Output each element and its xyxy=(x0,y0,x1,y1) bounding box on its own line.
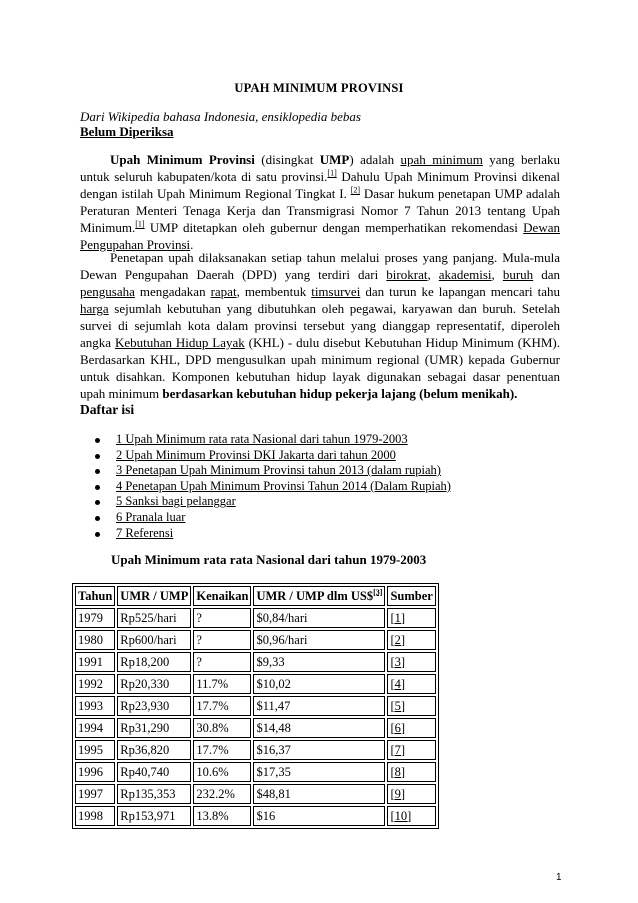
table-cell: $10,02 xyxy=(253,674,385,694)
footnote-ref[interactable]: [2] xyxy=(350,185,360,195)
table-cell: 1995 xyxy=(75,740,115,760)
table-cell: Rp20,330 xyxy=(117,674,191,694)
footnote-ref[interactable]: [3] xyxy=(373,587,383,597)
term-ump: Upah Minimum Provinsi xyxy=(110,152,255,167)
table-cell: $14,48 xyxy=(253,718,385,738)
table-cell: 11.7% xyxy=(193,674,251,694)
table-cell: $16 xyxy=(253,806,385,826)
link-akademisi[interactable]: akademisi xyxy=(438,267,492,282)
table-cell: 1994 xyxy=(75,718,115,738)
page-title: UPAH MINIMUM PROVINSI xyxy=(234,81,404,95)
table-row xyxy=(75,630,436,650)
table-cell: $0,96/hari xyxy=(253,630,385,650)
toc-heading: Daftar isi xyxy=(80,402,135,417)
source-link[interactable]: [5] xyxy=(387,696,435,716)
link-harga[interactable]: harga xyxy=(80,301,109,316)
link-timsurvei[interactable]: timsurvei xyxy=(311,284,361,299)
table-cell: $48,81 xyxy=(253,784,385,804)
footnote-ref[interactable]: [1] xyxy=(327,168,337,178)
col-header: Sumber xyxy=(387,586,435,606)
table-cell: Rp40,740 xyxy=(117,762,191,782)
table-cell: 17.7% xyxy=(193,740,251,760)
source-link[interactable]: [2] xyxy=(387,630,435,650)
col-header: Kenaikan xyxy=(193,586,251,606)
link-upah-minimum[interactable]: upah minimum xyxy=(400,152,483,167)
table-cell: $0,84/hari xyxy=(253,608,385,628)
table-cell: Rp36,820 xyxy=(117,740,191,760)
table-row xyxy=(75,608,436,628)
source-link[interactable]: [6] xyxy=(387,718,435,738)
source-link[interactable]: [7] xyxy=(387,740,435,760)
table-cell: ? xyxy=(193,630,251,650)
table-row xyxy=(75,718,436,738)
table-cell: 1998 xyxy=(75,806,115,826)
link-dewan-pengupahan[interactable]: Dewan Pengupahan Provinsi xyxy=(80,220,560,252)
table-cell: 1993 xyxy=(75,696,115,716)
link-birokrat[interactable]: birokrat xyxy=(386,267,428,282)
table-cell: $11,47 xyxy=(253,696,385,716)
table-cell: 13.8% xyxy=(193,806,251,826)
page-number: 1 xyxy=(556,872,562,883)
table-row xyxy=(75,740,436,760)
link-pengusaha[interactable]: pengusaha xyxy=(80,284,135,299)
table-cell: 1996 xyxy=(75,762,115,782)
table-cell: Rp600/hari xyxy=(117,630,191,650)
table-row xyxy=(75,762,436,782)
table-cell: 30.8% xyxy=(193,718,251,738)
bold-conclusion: berdasarkan kebutuhan hidup pekerja lajang (belum menikah). xyxy=(162,386,518,401)
col-header: UMR / UMP dlm US$[3] xyxy=(253,586,385,606)
link-buruh[interactable]: buruh xyxy=(502,267,534,282)
col-header: UMR / UMP xyxy=(117,586,191,606)
source-link[interactable]: [9] xyxy=(387,784,435,804)
source-link[interactable]: [3] xyxy=(387,652,435,672)
table-cell: ? xyxy=(193,608,251,628)
table-cell: Rp153,971 xyxy=(117,806,191,826)
toc-item[interactable]: 2 Upah Minimum Provinsi DKI Jakarta dari tahun 2000 xyxy=(80,448,451,464)
table-cell: Rp18,200 xyxy=(117,652,191,672)
table-cell: $16,37 xyxy=(253,740,385,760)
wage-table xyxy=(72,583,439,829)
table-cell: ? xyxy=(193,652,251,672)
process-paragraph: Penetapan upah dilaksanakan setiap tahun melalui proses yang panjang. Mula-mula Dewan Pengupahan Daerah (DPD) yang terdiri dari birokrat, akademisi, buruh dan pengusaha mengadakan rapat, membentuk timsurvei dan turun ke lapangan mencari tahu harga sejumlah kebutuhan yang dibutuhkan oleh pegawai, karyawan dan buruh. Setelah survei di sejumlah kota dalam provinsi tersebut yang dianggap representatif, diperoleh angka Kebutuhan Hidup Layak (KHL) - dulu disebut Kebutuhan Hidup Minimum (KHM). Berdasarkan KHL, DPD mengusulkan upah minimum regional (UMR) kepada Gubernur untuk disahkan. Komponen kebutuhan hidup layak digunakan sebagai dasar penentuan upah minimum berdasarkan kebutuhan hidup pekerja lajang (belum menikah). xyxy=(80,250,561,401)
toc-item[interactable]: 4 Penetapan Upah Minimum Provinsi Tahun 2014 (Dalam Rupiah) xyxy=(80,479,451,495)
review-status-link[interactable]: Belum Diperiksa xyxy=(80,124,174,139)
table-cell: Rp525/hari xyxy=(117,608,191,628)
source-link[interactable]: [1] xyxy=(387,608,435,628)
table-row xyxy=(75,652,436,672)
table-cell: Rp31,290 xyxy=(117,718,191,738)
toc-item[interactable]: 6 Pranala luar xyxy=(80,510,451,526)
toc-item[interactable]: 1 Upah Minimum rata rata Nasional dari tahun 1979-2003 xyxy=(80,432,451,448)
link-kebutuhan-hidup-layak[interactable]: Kebutuhan Hidup Layak xyxy=(114,335,245,350)
link-rapat[interactable]: rapat xyxy=(210,284,237,299)
table-cell: 1980 xyxy=(75,630,115,650)
table-cell: 1997 xyxy=(75,784,115,804)
toc-list xyxy=(80,432,451,541)
table-cell: Rp23,930 xyxy=(117,696,191,716)
table-cell: 232.2% xyxy=(193,784,251,804)
toc-item[interactable]: 5 Sanksi bagi pelanggar xyxy=(80,494,451,510)
table-cell: 1991 xyxy=(75,652,115,672)
source-link[interactable]: [4] xyxy=(387,674,435,694)
table-row xyxy=(75,674,436,694)
intro-paragraph: Upah Minimum Provinsi (disingkat UMP) adalah upah minimum yang berlaku untuk seluruh kabupaten/kota di satu provinsi.[1] Dahulu Upah Minimum Provinsi dikenal dengan istilah Upah Minimum Regional Tingkat I. [2] Dasar hukum penetapan UMP adalah Peraturan Menteri Tenaga Kerja dan Transmigrasi Nomor 7 Tahun 2013 tentang Upah Minimum.[1] UMP ditetapkan oleh gubernur dengan memperhatikan rekomendasi Dewan Pengupahan Provinsi. xyxy=(80,152,560,252)
table-row xyxy=(75,696,436,716)
table-cell: 17.7% xyxy=(193,696,251,716)
table-cell: Rp135,353 xyxy=(117,784,191,804)
table-cell: 1992 xyxy=(75,674,115,694)
table-row xyxy=(75,806,436,826)
col-header: Tahun xyxy=(75,586,115,606)
table-cell: 1979 xyxy=(75,608,115,628)
footnote-ref[interactable]: [1] xyxy=(135,219,145,229)
table-row xyxy=(75,784,436,804)
table-cell: $17,35 xyxy=(253,762,385,782)
table-title: Upah Minimum rata rata Nasional dari tahun 1979-2003 xyxy=(111,552,427,567)
source-link[interactable]: [10] xyxy=(387,806,435,826)
toc-item[interactable]: 7 Referensi xyxy=(80,526,451,542)
source-link[interactable]: [8] xyxy=(387,762,435,782)
table-body xyxy=(75,608,436,826)
table-header-row xyxy=(75,586,436,606)
source-subtitle: Dari Wikipedia bahasa Indonesia, ensiklopedia bebas xyxy=(80,109,361,124)
table-cell: $9,33 xyxy=(253,652,385,672)
toc-item[interactable]: 3 Penetapan Upah Minimum Provinsi tahun 2013 (dalam rupiah) xyxy=(80,463,451,479)
abbr-ump: UMP xyxy=(319,152,350,167)
table-cell: 10.6% xyxy=(193,762,251,782)
